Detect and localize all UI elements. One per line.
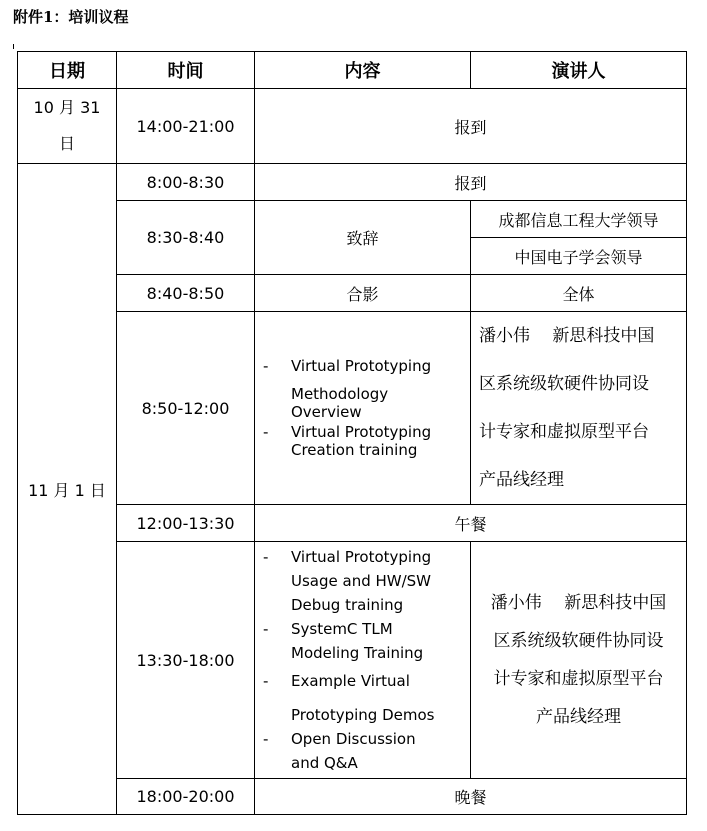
list-item <box>263 357 470 421</box>
table-row <box>18 201 687 238</box>
topic-line: Overview <box>291 403 362 421</box>
time-cell: 8:50-12:00 <box>117 312 255 505</box>
speaker-line: 潘小伟 新思科技中国 <box>479 326 655 346</box>
list-item <box>263 727 470 775</box>
topic-list <box>255 357 470 459</box>
content-cell <box>255 312 471 505</box>
speaker-line: 区系统级软硬件协同设 <box>479 374 649 394</box>
time-cell: 8:40-8:50 <box>117 275 255 312</box>
time-cell: 13:30-18:00 <box>117 542 255 779</box>
date-cell-nov1: 11 月 1 日 <box>18 164 117 815</box>
topic-line: Open Discussion <box>291 730 416 748</box>
table-row <box>18 164 687 201</box>
time-cell: 18:00-20:00 <box>117 779 255 815</box>
date-line: 日 <box>58 134 75 153</box>
content-cell: 合影 <box>255 275 471 312</box>
table-row <box>18 312 687 505</box>
speaker-line: 计专家和虚拟原型平台 <box>493 669 664 689</box>
header-speaker: 演讲人 <box>471 52 687 89</box>
header-date: 日期 <box>18 52 117 89</box>
topic-line: Creation training <box>291 441 418 459</box>
topic-line: Virtual Prototyping <box>291 357 432 375</box>
speaker-line: 产品线经理 <box>479 470 564 490</box>
bullet-dash: - <box>263 672 269 690</box>
header-content: 内容 <box>255 52 471 89</box>
bullet-dash: - <box>263 357 269 375</box>
page-title: 附件1：培训议程 <box>13 8 129 26</box>
speaker-cell <box>471 312 687 505</box>
date-cell-oct31 <box>18 89 117 164</box>
bullet-dash: - <box>263 730 269 748</box>
bullet-dash: - <box>263 548 269 566</box>
topic-line: Virtual Prototyping <box>291 423 432 441</box>
list-item <box>263 617 470 665</box>
speaker-line: 产品线经理 <box>536 707 621 727</box>
bullet-dash: - <box>263 620 269 638</box>
time-cell: 14:00-21:00 <box>117 89 255 164</box>
header-row <box>18 52 687 89</box>
table-row <box>18 779 687 815</box>
header-time: 时间 <box>117 52 255 89</box>
content-cell: 晚餐 <box>255 779 687 815</box>
speaker-cell: 成都信息工程大学领导 <box>471 201 687 238</box>
table-row <box>18 89 687 164</box>
time-cell: 8:30-8:40 <box>117 201 255 275</box>
time-cell: 12:00-13:30 <box>117 505 255 542</box>
table-row <box>18 275 687 312</box>
corner-mark <box>13 44 14 49</box>
topic-line: Modeling Training <box>291 644 424 662</box>
list-item <box>263 669 470 727</box>
agenda-table <box>17 51 687 815</box>
speaker-cell: 中国电子学会领导 <box>471 238 687 275</box>
content-cell: 致辞 <box>255 201 471 275</box>
date-line: 10 月 31 <box>33 98 101 117</box>
list-item <box>263 423 470 459</box>
topic-line: Usage and HW/SW <box>291 572 432 590</box>
topic-line: Methodology <box>291 385 389 403</box>
list-item <box>263 545 470 617</box>
topic-line: Example Virtual <box>291 672 410 690</box>
bullet-dash: - <box>263 423 269 441</box>
content-cell: 午餐 <box>255 505 687 542</box>
table-row <box>18 505 687 542</box>
content-cell: 报到 <box>255 89 687 164</box>
table-row <box>18 542 687 779</box>
topic-line: SystemC TLM <box>291 620 393 638</box>
speaker-line: 区系统级软硬件协同设 <box>493 631 664 651</box>
topic-line: and Q&A <box>291 754 358 772</box>
topic-list <box>255 545 470 775</box>
speaker-cell <box>471 542 687 779</box>
speaker-line: 计专家和虚拟原型平台 <box>479 422 649 442</box>
topic-line: Debug training <box>291 596 404 614</box>
speaker-line: 潘小伟 新思科技中国 <box>490 593 667 613</box>
topic-line: Prototyping Demos <box>291 706 435 724</box>
content-cell <box>255 542 471 779</box>
speaker-cell: 全体 <box>471 275 687 312</box>
content-cell: 报到 <box>255 164 687 201</box>
topic-line: Virtual Prototyping <box>291 548 432 566</box>
time-cell: 8:00-8:30 <box>117 164 255 201</box>
